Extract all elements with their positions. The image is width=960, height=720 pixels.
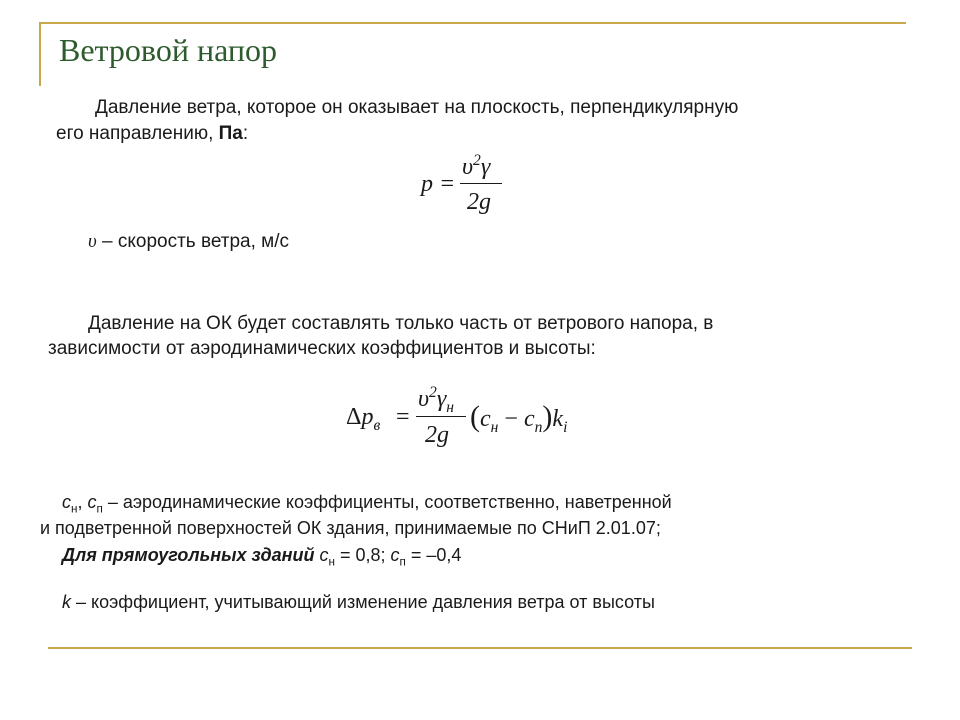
rect-bold: Для прямоугольных зданий <box>62 545 315 565</box>
coef-c2: c <box>87 492 97 512</box>
formula2-fraction-bar <box>416 416 466 417</box>
top-rule <box>40 22 906 24</box>
f2-c2: c <box>523 406 535 432</box>
f1-exp: 2 <box>473 152 481 169</box>
slide-title: Ветровой напор <box>59 32 277 68</box>
f1-gamma: γ <box>480 154 491 180</box>
rect-buildings-line <box>62 543 461 575</box>
formula2-bracket-group <box>470 400 567 437</box>
f1-upsilon: υ <box>462 154 474 180</box>
f2-gamma-sub: н <box>446 398 455 416</box>
coef-line1-tail: – аэродинамические коэффициенты, соответственно, наветренной <box>102 492 672 512</box>
f2-upsilon: υ <box>418 386 430 412</box>
coef-c1: c <box>62 492 71 512</box>
f2-exp: 2 <box>429 384 437 401</box>
para1-unit: Па <box>218 123 243 144</box>
rect-sub-n: н <box>328 555 335 569</box>
coef-sub-p: п <box>96 502 103 516</box>
para1-colon: : <box>242 123 249 144</box>
para1-line2 <box>56 121 248 146</box>
formula1-denominator: 2g <box>467 189 491 215</box>
formula2-lhs <box>346 404 380 435</box>
rect-val1: = 0,8; <box>335 545 391 565</box>
f2-c1-sub: н <box>490 418 499 436</box>
para1-line1: Давление ветра, которое он оказывает на плоскость, перпендикулярную <box>95 97 739 118</box>
bottom-rule <box>48 647 912 649</box>
formula1-numerator <box>462 152 490 181</box>
coef-sep: , <box>77 492 88 512</box>
k-symbol: k <box>62 592 71 612</box>
k-definition <box>62 590 655 615</box>
formula2-denominator: 2g <box>425 422 449 448</box>
formula2-numerator <box>418 384 454 417</box>
f2-p-sub: в <box>373 416 381 434</box>
f2-open-paren: ( <box>470 400 480 433</box>
rect-val2: = –0,4 <box>405 545 462 565</box>
formula1-lhs: p = <box>421 171 456 197</box>
rect-sub-p: п <box>399 555 406 569</box>
rect-c2: c <box>390 545 400 565</box>
f2-p: p <box>361 404 374 430</box>
f2-gamma: γ <box>436 386 447 412</box>
left-rule <box>39 22 41 86</box>
formula2-equals: = <box>396 404 410 430</box>
upsilon-definition <box>88 229 289 254</box>
para2-line1: Давление на ОК будет составлять только часть от ветрового напора, в <box>88 313 714 334</box>
upsilon-desc: – скорость ветра, м/с <box>96 231 290 252</box>
f2-c1: c <box>480 406 491 432</box>
f2-k-sub: i <box>563 418 568 436</box>
formula1-fraction-bar <box>460 183 502 184</box>
f2-delta: Δ <box>346 404 362 430</box>
f2-k: k <box>552 406 564 432</box>
para1-line2-text: его направлению, <box>56 123 219 144</box>
upsilon-symbol: υ <box>88 231 97 252</box>
f2-c2-sub: п <box>534 418 543 436</box>
coef-line2: и подветренной поверхностей ОК здания, принимаемые по СНиП 2.01.07; <box>40 518 661 538</box>
f2-close-paren: ) <box>542 400 553 433</box>
coef-sub-n: н <box>71 502 78 516</box>
para2-line2: зависимости от аэродинамических коэффициентов и высоты: <box>48 338 596 359</box>
k-desc: – коэффициент, учитывающий изменение давления ветра от высоты <box>71 592 655 612</box>
f2-minus: − <box>498 406 524 432</box>
rect-c1: c <box>319 545 329 565</box>
